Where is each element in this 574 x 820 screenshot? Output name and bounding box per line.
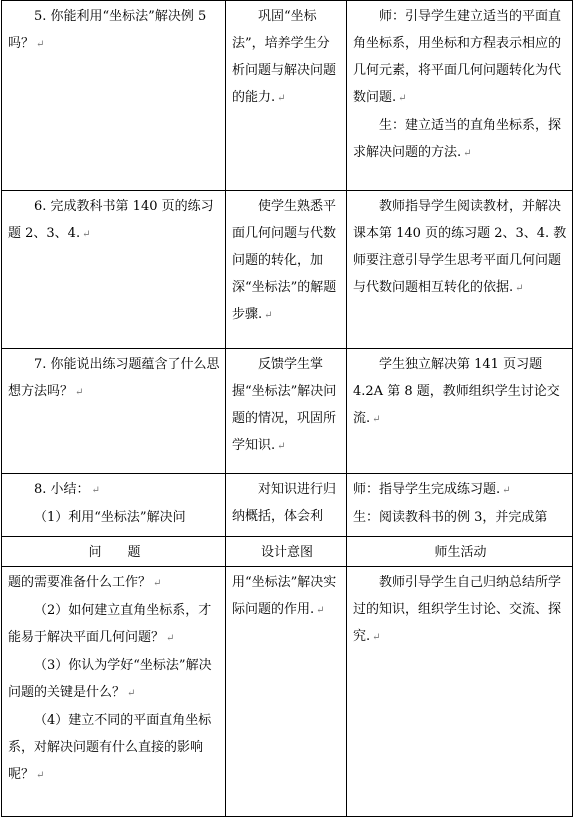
paragraph-mark-icon: ↵ (166, 633, 175, 644)
question-cell (2, 1, 226, 191)
intent-cell (226, 1, 347, 191)
question-cell (2, 349, 226, 474)
activity-text: 学生独立解决第 141 页习题 4.2A 第 8 题，教师组织学生讨论交流. (353, 357, 560, 426)
table-row (2, 474, 573, 537)
question-cell (2, 567, 226, 817)
paragraph-mark-icon: ↵ (398, 93, 407, 104)
paragraph-mark-icon: ↵ (36, 39, 45, 50)
question-text: 5. 你能利用“坐标法”解决例 5 吗？ (8, 9, 207, 51)
paragraph-mark-icon: ↵ (372, 632, 381, 643)
intent-cell (226, 191, 347, 349)
paragraph-mark-icon: ↵ (277, 93, 286, 104)
column-header-activity: 师生活动 (347, 537, 573, 567)
question-text: 7. 你能说出练习题蕴含了什么思想方法吗？ (8, 357, 220, 399)
question-text: （3）你认为学好“坐标法”解决问题的关键是什么？ (8, 658, 212, 700)
paragraph-mark-icon: ↵ (264, 310, 273, 321)
activity-cell (347, 191, 573, 349)
question-cell (2, 474, 226, 537)
intent-text: 用“坐标法”解决实际问题的作用. (232, 575, 337, 617)
intent-text: 巩固“坐标法”，培养学生分析问题与解决问题的能力. (232, 9, 337, 105)
paragraph-mark-icon: ↵ (463, 148, 472, 159)
activity-text: 教师指导学生阅读教材，并解决课本第 140 页的练习题 2、3、4. 教师要注意引导学生思考平面几何问题与代数问题相互转化的依据. (353, 199, 567, 295)
paragraph-mark-icon: ↵ (153, 578, 162, 589)
paragraph-mark-icon: ↵ (515, 283, 524, 294)
question-text: 6. 完成教科书第 140 页的练习题 2、3、4. (8, 199, 214, 241)
paragraph-mark-icon: ↵ (502, 485, 511, 496)
intent-text: 对知识进行归纳概括，体会利 (232, 482, 337, 524)
table-row (2, 349, 573, 474)
question-text: （2）如何建立直角坐标系，才能易于解决平面几何问题？ (8, 603, 212, 645)
question-text: （4）建立不同的平面直角坐标系，对解决问题有什么直接的影响呢？ (8, 713, 212, 782)
activity-cell (347, 349, 573, 474)
intent-text: 反馈学生掌握“坐标法”解决问题的情况，巩固所学知识. (232, 357, 337, 453)
column-header-intent: 设计意图 (226, 537, 347, 567)
paragraph-mark-icon: ↵ (82, 229, 91, 240)
table-row (2, 1, 573, 191)
activity-text: 师：指导学生完成练习题. (353, 482, 501, 497)
question-text: 题的需要准备什么工作？ (8, 575, 152, 590)
lesson-plan-table (1, 0, 573, 817)
activity-cell (347, 567, 573, 817)
column-header-question: 问 题 (2, 537, 226, 567)
activity-cell (347, 1, 573, 191)
paragraph-mark-icon: ↵ (127, 688, 136, 699)
table-row (2, 191, 573, 349)
paragraph-mark-icon: ↵ (316, 605, 325, 616)
intent-cell (226, 349, 347, 474)
intent-cell (226, 474, 347, 537)
paragraph-mark-icon: ↵ (277, 441, 286, 452)
question-text: 8. 小结： (34, 482, 90, 497)
table-row (2, 567, 573, 817)
question-text: （1）利用“坐标法”解决问 (34, 510, 186, 525)
question-cell (2, 191, 226, 349)
activity-text: 生：阅读教科书的例 3，并完成第 (353, 510, 548, 525)
activity-cell (347, 474, 573, 537)
activity-text: 师：引导学生建立适当的平面直角坐标系，用坐标和方程表示相应的几何元素，将平面几何问题转化为代数问题. (353, 9, 562, 105)
activity-text: 教师引导学生自己归纳总结所学过的知识，组织学生讨论、交流、探究. (353, 575, 562, 644)
activity-text: 生：建立适当的直角坐标系，探求解决问题的方法. (353, 118, 562, 160)
table-header-row (2, 537, 573, 567)
paragraph-mark-icon: ↵ (91, 485, 100, 496)
paragraph-mark-icon: ↵ (372, 414, 381, 425)
intent-text: 使学生熟悉平面几何问题与代数问题的转化，加深“坐标法”的解题步骤. (232, 199, 337, 322)
intent-cell (226, 567, 347, 817)
paragraph-mark-icon: ↵ (36, 770, 45, 781)
paragraph-mark-icon: ↵ (75, 387, 84, 398)
